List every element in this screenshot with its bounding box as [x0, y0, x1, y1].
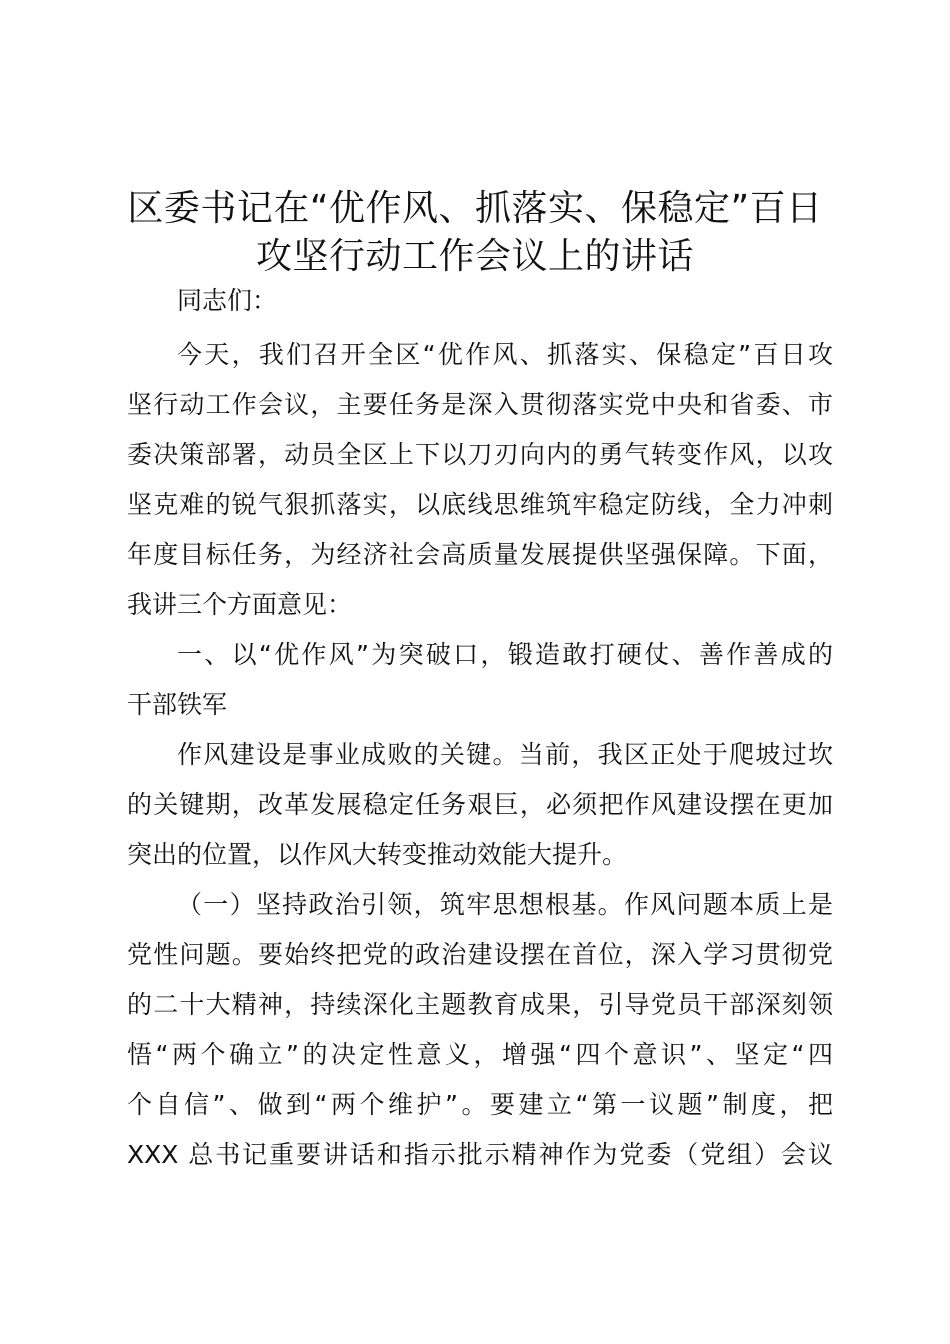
paragraph-line: 坚行动工作会议，主要任务是深入贯彻落实党中央和省委、市 — [127, 390, 833, 419]
paragraph-line: 今天，我们召开全区“优作风、抓落实、保稳定”百日攻 — [177, 340, 833, 369]
section-heading-1 — [127, 630, 833, 730]
heading-line: 干部铁军 — [127, 690, 228, 719]
paragraph-line: 党性问题。要始终把党的政治建设摆在首位，深入学习贯彻党 — [127, 940, 833, 969]
paragraph-style-building — [127, 730, 833, 880]
paragraph-line: 的关键期，改革发展稳定任务艰巨，必须把作风建设摆在更加 — [127, 790, 833, 819]
paragraph-political-guidance — [127, 880, 833, 1180]
paragraph-line: XXX 总书记重要讲话和指示批示精神作为党委（党组）会议 — [127, 1140, 833, 1169]
paragraph-line: 坚克难的锐气狠抓落实，以底线思维筑牢稳定防线，全力冲刺 — [127, 490, 833, 519]
paragraph-line: 委决策部署，动员全区上下以刀刃向内的勇气转变作风，以攻 — [127, 440, 833, 469]
paragraph-line: （一）坚持政治引领，筑牢思想根基。作风问题本质上是 — [177, 890, 833, 919]
paragraph-line: 个自信”、做到“两个维护”。要建立“第一议题”制度，把 — [127, 1090, 833, 1119]
heading-line: 一、以“优作风”为突破口，锻造敢打硬仗、善作善成的 — [177, 640, 833, 669]
paragraph-line: 我讲三个方面意见： — [127, 590, 353, 619]
salutation — [127, 276, 833, 326]
paragraph-line: 突出的位置，以作风大转变推动效能大提升。 — [127, 840, 628, 869]
paragraph-line: 的二十大精神，持续深化主题教育成果，引导党员干部深刻领 — [127, 990, 833, 1019]
paragraph-line: 悟“两个确立”的决定性意义，增强“四个意识”、坚定“四 — [127, 1040, 833, 1069]
document-title-line-1: 区委书记在“优作风、抓落实、保稳定”百日 — [127, 188, 823, 229]
paragraph-intro — [127, 330, 833, 630]
paragraph-line: 作风建设是事业成败的关键。当前，我区正处于爬坡过坎 — [177, 740, 833, 769]
document-title-line-2: 攻坚行动工作会议上的讲话 — [255, 236, 694, 277]
paragraph-line: 年度目标任务，为经济社会高质量发展提供坚强保障。下面， — [127, 540, 833, 569]
salutation-text: 同志们： — [177, 286, 278, 315]
